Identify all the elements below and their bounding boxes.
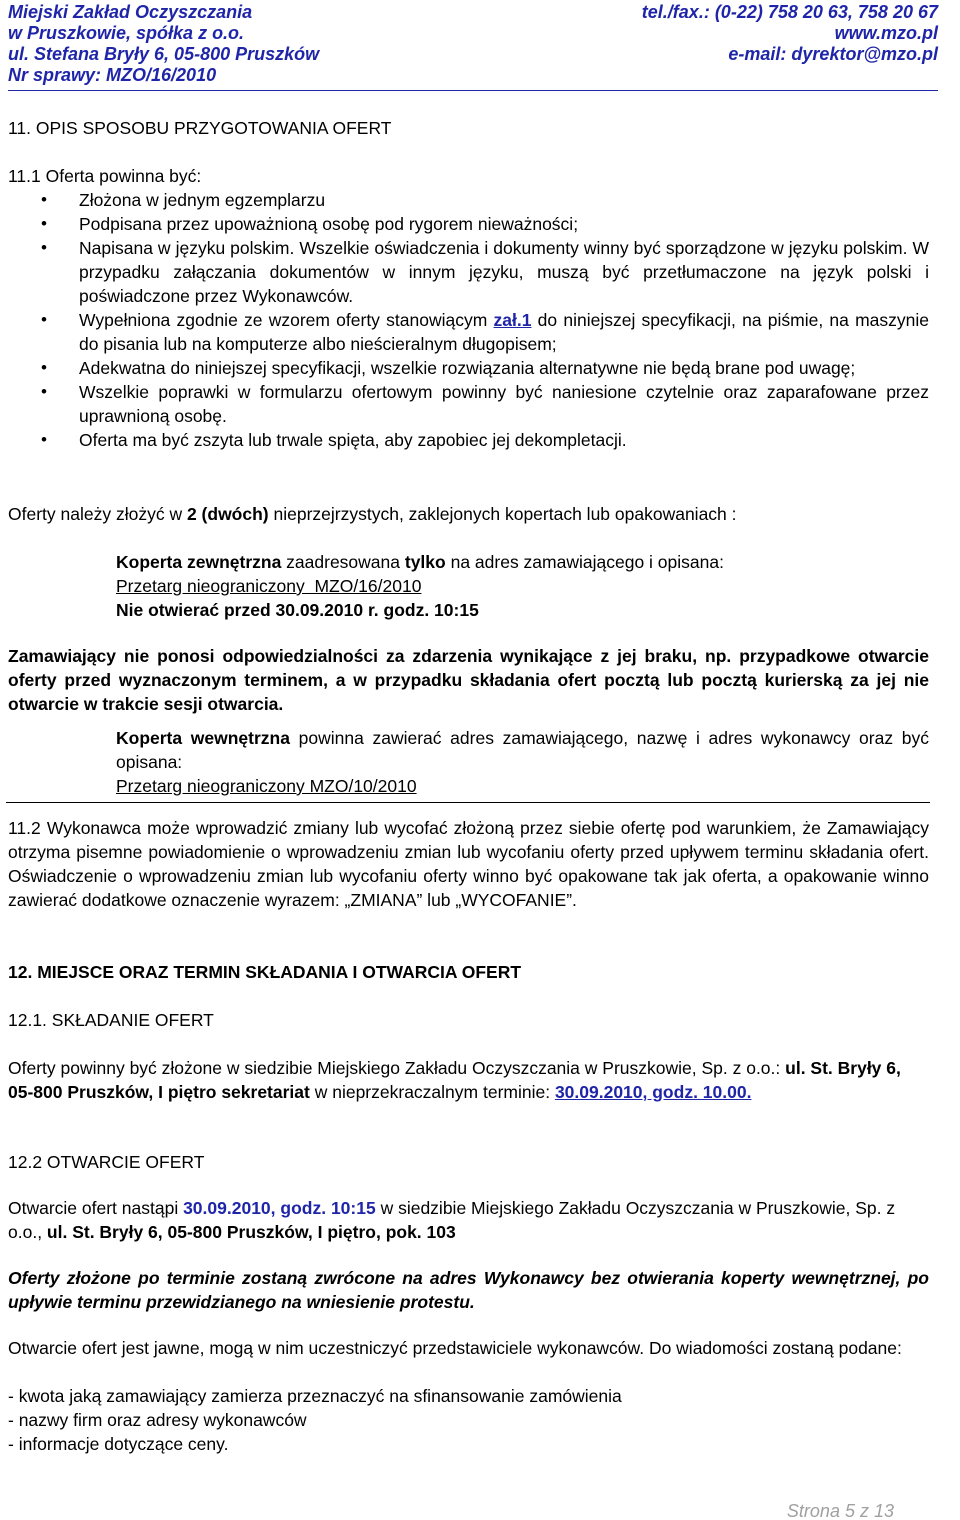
section-12-heading: 12. MIEJSCE ORAZ TERMIN SKŁADANIA I OTWARCIA OFERT xyxy=(8,962,522,982)
list-item xyxy=(8,308,929,356)
envelopes-text: nieprzejrzystych, zaklejonych kopertach lub opakowaniach : xyxy=(268,504,737,524)
list-item: • Złożona w jednym egzemplarzu xyxy=(8,188,929,212)
submission-text: w nieprzekraczalnym terminie: xyxy=(309,1082,555,1102)
org-address: ul. Stefana Bryły 6, 05-800 Pruszków xyxy=(8,44,320,64)
section-12-1-heading: 12.1. SKŁADANIE OFERT xyxy=(8,1010,214,1030)
submission-paragraph xyxy=(8,1056,929,1104)
opening-paragraph xyxy=(8,1196,929,1244)
list-item: • Napisana w języku polskim. Wszelkie oświadczenia i dokumenty winny być sporządzone w języku polskim. W przypadku załączania dokumentów w innym języku, muszą być przetłumaczone na język polski i poświadczone przez Wykonawców. xyxy=(8,236,929,308)
inner-envelope-label: Koperta wewnętrzna xyxy=(116,728,290,748)
website-link[interactable]: www.mzo.pl xyxy=(834,23,938,43)
inner-envelope-text: powinna zawierać adres zamawiającego, nazwę i adres wykonawcy oraz być opisana: xyxy=(116,728,929,772)
late-offers-paragraph: Oferty złożone po terminie zostaną zwrócone na adres Wykonawcy bez otwierania koperty wewnętrznej, po upływie terminu przewidzianego na wniesienie protestu. xyxy=(8,1268,929,1312)
page-header xyxy=(8,2,938,86)
header-rule xyxy=(8,90,938,91)
envelopes-count: 2 (dwóch) xyxy=(186,504,269,524)
section-11-heading: 11. OPIS SPOSOBU PRZYGOTOWANIA OFERT xyxy=(8,118,392,138)
envelopes-paragraph xyxy=(8,502,929,526)
opening-address: ul. St. Bryły 6, 05-800 Pruszków, I piętro, pok. 103 xyxy=(46,1222,456,1242)
outer-envelope-do-not-open: Nie otwierać przed 30.09.2010 r. godz. 10:15 xyxy=(116,600,479,620)
section-11-1-intro: 11.1 Oferta powinna być: xyxy=(8,166,202,186)
opening-time: 10:15 xyxy=(330,1198,376,1218)
list-item: • Wszelkie poprawki w formularzu ofertowym powinny być naniesione czytelnie oraz zaparafowane przez uprawnioną osobę. xyxy=(8,380,929,428)
outer-envelope-text: na adres zamawiającego i opisana: xyxy=(445,552,724,572)
offer-requirements-list xyxy=(8,188,929,452)
disclosed-item: - kwota jaką zamawiający zamierza przeznaczyć na sfinansowanie zamówienia xyxy=(8,1386,622,1406)
inner-envelope-block xyxy=(116,726,929,798)
public-info-paragraph: Otwarcie ofert jest jawne, mogą w nim uczestniczyć przedstawiciele wykonawców. Do wiadomości zostaną podane: xyxy=(8,1338,902,1358)
disclosed-item: - informacje dotyczące ceny. xyxy=(8,1434,229,1454)
phone: tel./fax.: (0-22) 758 20 63, 758 20 67 xyxy=(641,2,938,22)
org-name-2: w Pruszkowie, spółka z o.o. xyxy=(8,23,245,43)
list-item: • Podpisana przez upoważnioną osobę pod rygorem nieważności; xyxy=(8,212,929,236)
section-12-2-heading: 12.2 OTWARCIE OFERT xyxy=(8,1152,205,1172)
page-number: Strona 5 z 13 xyxy=(786,1501,894,1520)
submission-address: ul. St. Bryły 6, 05-800 Pruszków, I piętro sekretariat xyxy=(8,1058,901,1102)
outer-envelope-line xyxy=(116,550,931,574)
opening-text: w siedzibie Miejskiego Zakładu Oczyszczania w Pruszkowie, Sp. z o.o., xyxy=(8,1198,896,1242)
bullet-text: do niniejszej specyfikacji, na piśmie, na maszynie do pisania lub na komputerze albo nieścieralnym długopisem; xyxy=(79,310,929,354)
liability-paragraph: Zamawiający nie ponosi odpowiedzialności za zdarzenia wynikające z jej braku, np. przypadkowe otwarcie oferty przed wyznaczonym terminem, a w przypadku składania ofert pocztą lub pocztą kurierską za jej nie otwarcie w trakcie sesji otwarcia. xyxy=(8,646,929,714)
submission-text: Oferty powinny być złożone w siedzibie Miejskiego Zakładu Oczyszczania w Pruszkowie, Sp. z o.o.: xyxy=(8,1058,786,1078)
outer-envelope-only: tylko xyxy=(404,552,446,572)
bullet-text: Wypełniona zgodnie ze wzorem oferty stanowiącym xyxy=(79,310,488,330)
attachment-link[interactable]: zał.1 xyxy=(493,310,532,330)
inner-envelope-tender: Przetarg nieograniczony MZO/10/2010 xyxy=(116,776,417,796)
section-divider xyxy=(6,802,930,803)
email-link[interactable]: e-mail: dyrektor@mzo.pl xyxy=(728,44,938,64)
envelopes-text: Oferty należy złożyć w xyxy=(8,504,187,524)
submission-deadline: 30.09.2010, godz. 10.00. xyxy=(554,1082,752,1102)
list-item: • Oferta ma być zszyta lub trwale spięta, aby zapobiec jej dekompletacji. xyxy=(8,428,929,452)
inner-envelope-line xyxy=(116,726,929,774)
outer-envelope-tender: Przetarg nieograniczony MZO/16/2010 xyxy=(116,576,422,596)
org-name: Miejski Zakład Oczyszczania xyxy=(8,2,253,22)
case-number: Nr sprawy: MZO/16/2010 xyxy=(8,65,217,85)
list-item: • Adekwatna do niniejszej specyfikacji, wszelkie rozwiązania alternatywne nie będą brane pod uwagę; xyxy=(8,356,929,380)
paragraph-11-2: 11.2 Wykonawca może wprowadzić zmiany lub wycofać złożoną przez siebie ofertę pod warunkiem, że Zamawiający otrzyma pisemne powiadomienie o wprowadzeniu zmian lub wycofaniu oferty przed upływem terminu składania ofert. Oświadczenie o wprowadzeniu zmian lub wycofaniu oferty winno być opakowane tak jak oferta, a opakowanie winno zawierać dodatkowe oznaczenie wyrazem: „ZMIANA” lub „WYCOFANIE”. xyxy=(8,818,929,910)
opening-date: 30.09.2010, godz. xyxy=(183,1198,327,1218)
disclosed-item: - nazwy firm oraz adresy wykonawców xyxy=(8,1410,307,1430)
opening-text: Otwarcie ofert nastąpi xyxy=(8,1198,184,1218)
outer-envelope-block xyxy=(116,550,931,622)
outer-envelope-text: zaadresowana xyxy=(281,552,405,572)
outer-envelope-label: Koperta zewnętrzna xyxy=(116,552,282,572)
